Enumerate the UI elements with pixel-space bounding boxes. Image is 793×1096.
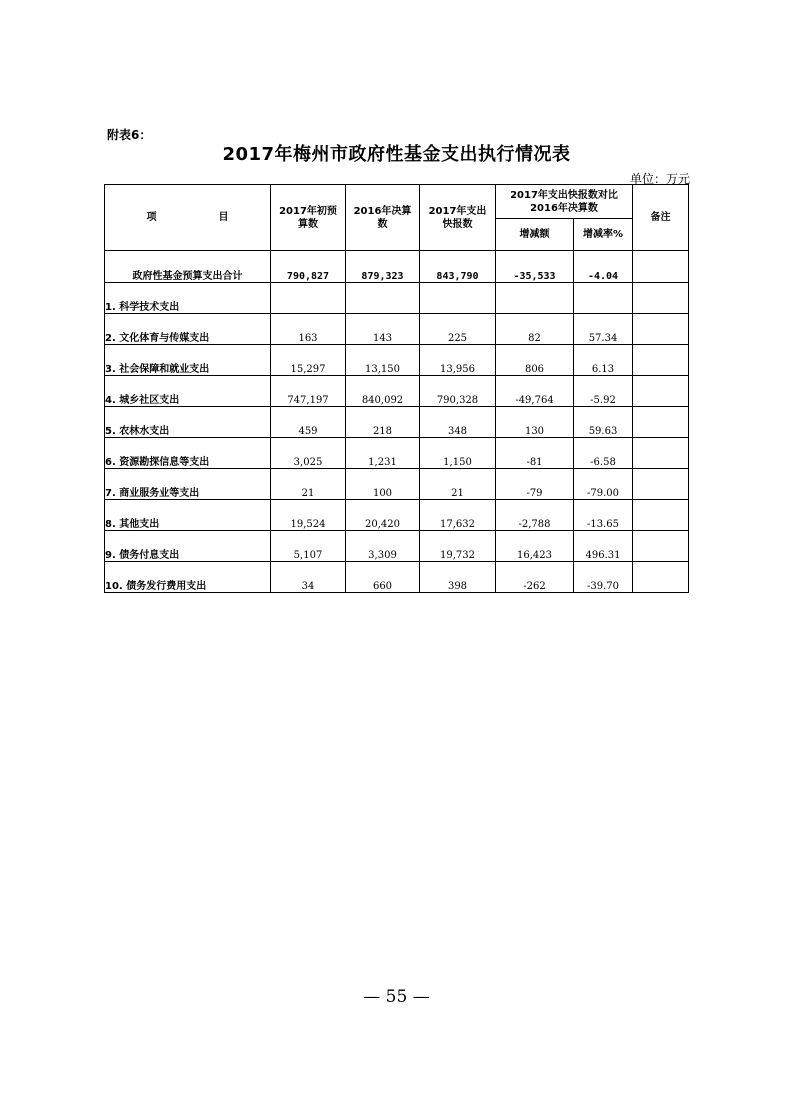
total-final-2016: 879,323 xyxy=(346,251,420,283)
row-budget-2017: 34 xyxy=(271,562,346,593)
header-quick-2017: 2017年支出快报数 xyxy=(420,185,496,251)
header-row-1 xyxy=(105,185,689,219)
header-item-b: 目 xyxy=(218,212,229,223)
expenditure-table xyxy=(104,184,689,593)
row-budget-2017: 3,025 xyxy=(271,438,346,469)
row-remark xyxy=(633,345,689,376)
row-change-rate: 6.13 xyxy=(574,345,633,376)
row-remark xyxy=(633,531,689,562)
table-row xyxy=(105,283,689,314)
row-label: 7. 商业服务业等支出 xyxy=(105,469,271,500)
row-change-amount: 130 xyxy=(496,407,574,438)
row-label: 2. 文化体育与传媒支出 xyxy=(105,314,271,345)
row-change-amount: 806 xyxy=(496,345,574,376)
row-change-amount: -49,764 xyxy=(496,376,574,407)
total-row xyxy=(105,251,689,283)
row-change-rate: -5.92 xyxy=(574,376,633,407)
row-remark xyxy=(633,438,689,469)
header-compare: 2017年支出快报数对比2016年决算数 xyxy=(496,185,633,219)
attachment-label: 附表6： xyxy=(107,128,152,142)
total-label: 政府性基金预算支出合计 xyxy=(105,251,271,283)
row-final-2016: 218 xyxy=(346,407,420,438)
row-quick-2017: 790,328 xyxy=(420,376,496,407)
row-change-amount: 16,423 xyxy=(496,531,574,562)
row-budget-2017: 15,297 xyxy=(271,345,346,376)
row-budget-2017: 21 xyxy=(271,469,346,500)
row-quick-2017: 17,632 xyxy=(420,500,496,531)
row-quick-2017: 13,956 xyxy=(420,345,496,376)
header-budget-2017: 2017年初预算数 xyxy=(271,185,346,251)
table-row xyxy=(105,500,689,531)
row-change-rate: 59.63 xyxy=(574,407,633,438)
row-label: 3. 社会保障和就业支出 xyxy=(105,345,271,376)
row-budget-2017: 19,524 xyxy=(271,500,346,531)
table-row xyxy=(105,376,689,407)
table-row xyxy=(105,562,689,593)
row-change-amount: 82 xyxy=(496,314,574,345)
header-final-2016: 2016年决算数 xyxy=(346,185,420,251)
row-quick-2017: 348 xyxy=(420,407,496,438)
table-row xyxy=(105,407,689,438)
row-change-rate xyxy=(574,283,633,314)
table-row xyxy=(105,531,689,562)
header-change-amount: 增减额 xyxy=(496,219,574,251)
row-final-2016: 1,231 xyxy=(346,438,420,469)
table-row xyxy=(105,469,689,500)
row-change-amount xyxy=(496,283,574,314)
row-remark xyxy=(633,376,689,407)
row-label: 8. 其他支出 xyxy=(105,500,271,531)
total-quick-2017: 843,790 xyxy=(420,251,496,283)
row-label: 10. 债务发行费用支出 xyxy=(105,562,271,593)
row-label: 4. 城乡社区支出 xyxy=(105,376,271,407)
row-change-rate: 57.34 xyxy=(574,314,633,345)
row-quick-2017: 21 xyxy=(420,469,496,500)
row-remark xyxy=(633,407,689,438)
row-quick-2017: 225 xyxy=(420,314,496,345)
row-final-2016: 660 xyxy=(346,562,420,593)
row-budget-2017: 5,107 xyxy=(271,531,346,562)
row-change-rate: -13.65 xyxy=(574,500,633,531)
row-change-rate: 496.31 xyxy=(574,531,633,562)
page-title: 2017年梅州市政府性基金支出执行情况表 xyxy=(222,144,571,165)
row-final-2016: 840,092 xyxy=(346,376,420,407)
row-final-2016: 100 xyxy=(346,469,420,500)
row-quick-2017: 398 xyxy=(420,562,496,593)
row-budget-2017: 459 xyxy=(271,407,346,438)
total-budget-2017: 790,827 xyxy=(271,251,346,283)
row-quick-2017 xyxy=(420,283,496,314)
row-final-2016: 143 xyxy=(346,314,420,345)
header-item-a: 项 xyxy=(146,212,157,223)
row-final-2016 xyxy=(346,283,420,314)
row-remark xyxy=(633,500,689,531)
row-budget-2017: 163 xyxy=(271,314,346,345)
row-change-rate: -6.58 xyxy=(574,438,633,469)
row-budget-2017: 747,197 xyxy=(271,376,346,407)
table-row xyxy=(105,314,689,345)
page-number: — 55 — xyxy=(363,987,430,1007)
row-change-amount: -262 xyxy=(496,562,574,593)
header-change-rate: 增减率% xyxy=(574,219,633,251)
row-change-amount: -79 xyxy=(496,469,574,500)
row-change-rate: -39.70 xyxy=(574,562,633,593)
row-label: 9. 债务付息支出 xyxy=(105,531,271,562)
unit-label: 单位：万元 xyxy=(629,172,690,186)
row-remark xyxy=(633,562,689,593)
table-row xyxy=(105,345,689,376)
row-label: 6. 资源勘探信息等支出 xyxy=(105,438,271,469)
header-remark: 备注 xyxy=(633,185,689,251)
row-remark xyxy=(633,314,689,345)
total-change-amount: -35,533 xyxy=(496,251,574,283)
row-change-amount: -81 xyxy=(496,438,574,469)
row-final-2016: 3,309 xyxy=(346,531,420,562)
row-remark xyxy=(633,283,689,314)
row-change-amount: -2,788 xyxy=(496,500,574,531)
row-label: 1. 科学技术支出 xyxy=(105,283,271,314)
row-final-2016: 20,420 xyxy=(346,500,420,531)
row-budget-2017 xyxy=(271,283,346,314)
table-row xyxy=(105,438,689,469)
row-quick-2017: 19,732 xyxy=(420,531,496,562)
row-remark xyxy=(633,469,689,500)
total-remark xyxy=(633,251,689,283)
row-change-rate: -79.00 xyxy=(574,469,633,500)
header-item xyxy=(105,185,271,251)
row-label: 5. 农林水支出 xyxy=(105,407,271,438)
total-change-rate: -4.04 xyxy=(574,251,633,283)
row-final-2016: 13,150 xyxy=(346,345,420,376)
row-quick-2017: 1,150 xyxy=(420,438,496,469)
